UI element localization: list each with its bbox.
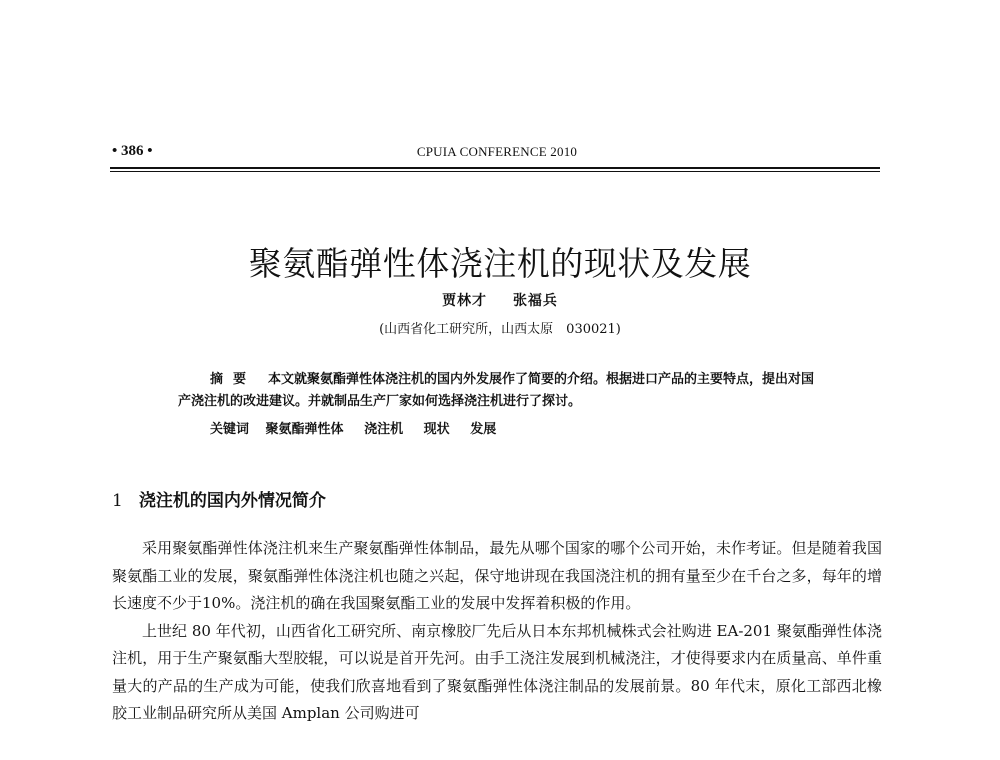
author-list (0, 290, 1000, 310)
page-number: • 386 • (112, 143, 153, 159)
author: 张福兵 (512, 293, 558, 309)
abstract-label: 摘要 (210, 372, 257, 387)
section-number: 1 (112, 491, 123, 511)
keyword: 发展 (470, 422, 497, 437)
header-rule-thick (110, 167, 880, 169)
abstract (178, 369, 818, 413)
keyword: 现状 (423, 422, 450, 437)
body-text (112, 535, 882, 728)
keywords-label: 关键词 (210, 422, 250, 437)
section-title: 浇注机的国内外情况简介 (138, 491, 326, 511)
affiliation: (山西省化工研究所，山西太原 030021) (379, 322, 621, 337)
keyword: 聚氨酯弹性体 (265, 422, 344, 437)
paragraph: 上世纪 80 年代初，山西省化工研究所、南京橡胶厂先后从日本东邦机械株式会社购进 EA-201 聚氨酯弹性体浇注机，用于生产聚氨酯大型胶辊，可以说是首开先河。由手工浇注发展到机械浇注，才使得要求内在质量高、单件重量大的产品的生产成为可能，使我们欣喜地看到了聚氨酯弹性体浇注制品的发展前景。80 年代末，原化工部西北橡胶工业制品研究所从美国 Amplan 公司购进可 (112, 621, 882, 722)
keywords (210, 418, 500, 437)
running-header (112, 140, 882, 164)
abstract-text: 本文就聚氨酯弹性体浇注机的国内外发展作了简要的介绍。根据进口产品的主要特点，提出对国产浇注机的改进建议。并就制品生产厂家如何选择浇注机进行了探讨。 (178, 372, 815, 409)
author: 贾林才 (442, 293, 488, 309)
keyword: 浇注机 (364, 422, 404, 437)
header-rule-thin (110, 171, 880, 172)
paragraph: 采用聚氨酯弹性体浇注机来生产聚氨酯弹性体制品，最先从哪个国家的哪个公司开始，未作考证。但是随着我国聚氨酯工业的发展，聚氨酯弹性体浇注机也随之兴起，保守地讲现在我国浇注机的拥有量至少在千台之多，每年的增长速度不少于10%。浇注机的确在我国聚氨酯工业的发展中发挥着积极的作用。 (112, 539, 882, 612)
paper-title: 聚氨酯弹性体浇注机的现状及发展 (248, 244, 752, 283)
conference-name: CPUIA CONFERENCE 2010 (416, 144, 578, 159)
section-heading (112, 486, 326, 511)
